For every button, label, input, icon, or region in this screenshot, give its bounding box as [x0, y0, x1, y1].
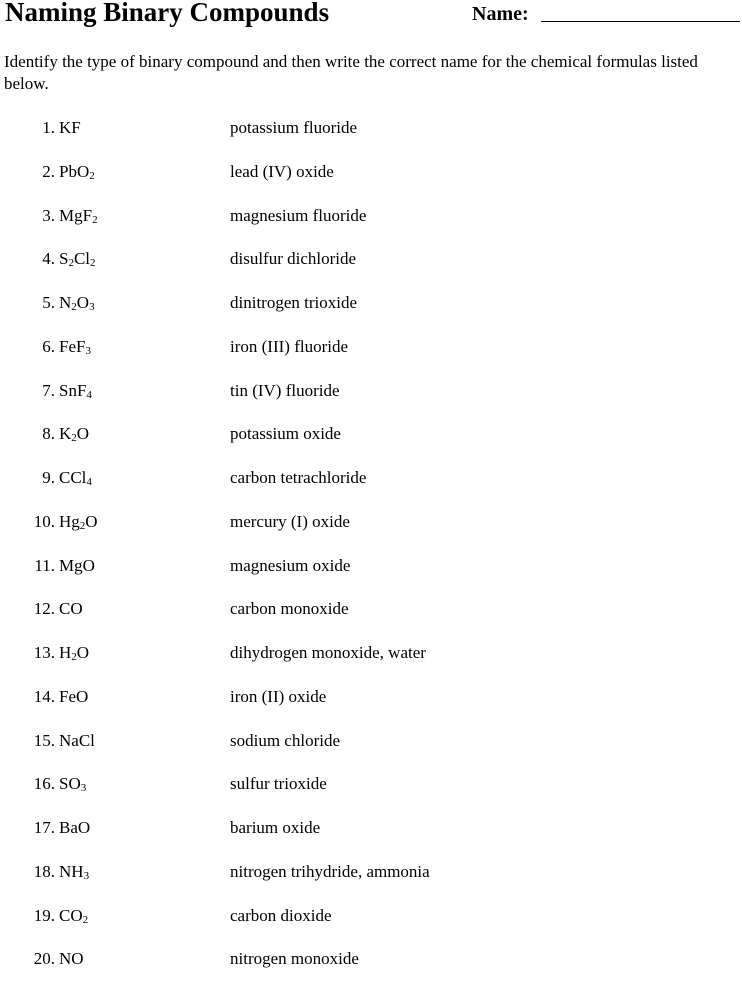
formula-subscript: 2 — [90, 257, 96, 270]
chemical-formula — [59, 598, 83, 620]
formula-subscript: 2 — [89, 169, 95, 182]
formula-symbol: KF — [59, 118, 81, 137]
formula-symbol: CO — [59, 905, 83, 925]
compound-name-answer: barium oxide — [230, 818, 321, 837]
formula-subscript: 2 — [71, 301, 77, 313]
formula-subscript: 3 — [89, 301, 95, 313]
compound-name-answer: iron (III) fluoride — [230, 336, 349, 356]
compound-name-answer: dinitrogen trioxide — [230, 293, 358, 312]
item-number: 4. — [42, 249, 55, 269]
chemical-formula — [59, 511, 98, 533]
list-item — [0, 161, 742, 205]
formula-subscript: 3 — [83, 869, 90, 882]
compound-list — [0, 117, 742, 992]
item-number: 18. — [33, 861, 55, 881]
chemical-formula — [59, 905, 88, 927]
compound-name-answer: tin (IV) fluoride — [230, 380, 340, 400]
formula-symbol: NO — [59, 949, 84, 969]
chemical-formula — [59, 642, 89, 664]
compound-name-answer: potassium oxide — [230, 424, 341, 444]
compound-name-answer: nitrogen trihydride, ammonia — [230, 861, 430, 881]
chemical-formula — [59, 861, 89, 883]
list-item — [0, 730, 742, 774]
chemical-formula — [59, 467, 92, 489]
list-item — [0, 598, 742, 642]
formula-subscript: 3 — [85, 344, 91, 357]
item-number: 3. — [42, 205, 55, 225]
formula-symbol: MgO — [59, 555, 95, 575]
formula-subscript: 4 — [86, 388, 92, 401]
formula-symbol: SO — [59, 774, 81, 794]
list-item — [0, 773, 742, 817]
chemical-formula — [59, 773, 86, 795]
formula-subscript: 2 — [71, 432, 77, 445]
formula-symbol: O — [85, 511, 98, 531]
formula-subscript: 2 — [68, 257, 74, 270]
item-number: 19. — [33, 905, 55, 925]
chemical-formula — [59, 205, 98, 227]
formula-symbol: CO — [59, 599, 83, 619]
formula-symbol: O — [76, 424, 90, 444]
list-item — [0, 817, 742, 861]
compound-name-answer: carbon monoxide — [230, 599, 349, 619]
name-blank-line — [541, 21, 740, 22]
formula-symbol: BaO — [59, 818, 91, 837]
chemical-formula — [59, 817, 90, 839]
instructions: Identify the type of binary compound and then write the correct name for the chemical formulas listed below. — [4, 52, 698, 93]
compound-name-answer: carbon dioxide — [230, 905, 332, 925]
item-number: 13. — [33, 643, 55, 662]
list-item — [0, 380, 742, 424]
compound-name-answer: nitrogen monoxide — [230, 949, 359, 969]
chemical-formula — [59, 117, 81, 139]
chemical-formula — [59, 423, 89, 445]
item-number: 12. — [33, 599, 55, 619]
list-item — [0, 555, 742, 599]
item-number: 14. — [33, 686, 55, 706]
item-number: 6. — [42, 336, 55, 356]
list-item — [0, 686, 742, 730]
chemical-formula — [59, 380, 92, 402]
chemical-formula — [59, 248, 96, 270]
formula-subscript: 2 — [82, 913, 89, 926]
chemical-formula — [59, 161, 95, 183]
formula-symbol: CCl — [59, 468, 87, 487]
formula-symbol: MgF — [59, 205, 93, 225]
compound-name-answer: potassium fluoride — [230, 118, 358, 137]
formula-symbol: H — [59, 643, 72, 662]
compound-name-answer: mercury (I) oxide — [230, 511, 350, 531]
list-item — [0, 336, 742, 380]
list-item — [0, 467, 742, 511]
formula-symbol: SnF — [59, 380, 87, 400]
compound-name-answer: magnesium fluoride — [230, 205, 367, 225]
list-item — [0, 948, 742, 992]
formula-symbol: Cl — [73, 249, 91, 269]
item-number: 2. — [42, 161, 55, 181]
list-item — [0, 423, 742, 467]
list-item — [0, 292, 742, 336]
formula-symbol: PbO — [59, 161, 90, 181]
compound-name-answer: carbon tetrachloride — [230, 468, 367, 487]
item-number: 20. — [33, 949, 55, 969]
compound-name-answer: sulfur trioxide — [230, 774, 327, 794]
chemical-formula — [59, 336, 91, 358]
formula-symbol: FeO — [59, 686, 89, 706]
chemical-formula — [59, 292, 95, 314]
list-item — [0, 205, 742, 249]
list-item — [0, 642, 742, 686]
formula-symbol: NaCl — [59, 730, 95, 750]
formula-symbol: O — [76, 643, 90, 662]
formula-subscript: 4 — [86, 476, 92, 488]
item-number: 1. — [42, 118, 55, 137]
list-item — [0, 861, 742, 905]
chemical-formula — [59, 555, 95, 577]
name-label: Name: — [472, 3, 529, 25]
formula-symbol: O — [76, 293, 90, 312]
compound-name-answer: iron (II) oxide — [230, 686, 327, 706]
item-number: 5. — [42, 293, 55, 312]
item-number: 8. — [42, 424, 55, 444]
item-number: 11. — [34, 555, 55, 575]
worksheet-header — [0, 0, 742, 32]
page-title: Naming Binary Compounds — [5, 0, 330, 27]
chemical-formula — [59, 686, 88, 708]
item-number: 10. — [33, 511, 55, 531]
formula-symbol: S — [59, 249, 69, 269]
item-number: 9. — [42, 468, 55, 487]
list-item — [0, 511, 742, 555]
formula-subscript: 3 — [80, 782, 87, 795]
formula-symbol: FeF — [59, 336, 86, 356]
item-number: 17. — [33, 818, 55, 837]
formula-symbol: N — [59, 293, 72, 312]
compound-name-answer: sodium chloride — [230, 730, 341, 750]
compound-name-answer: disulfur dichloride — [230, 249, 357, 269]
compound-name-answer: lead (IV) oxide — [230, 161, 334, 181]
formula-symbol: Hg — [59, 511, 80, 531]
item-number: 7. — [42, 380, 55, 400]
item-number: 15. — [33, 730, 55, 750]
formula-symbol: K — [59, 424, 72, 444]
formula-symbol: NH — [59, 861, 84, 881]
chemical-formula — [59, 948, 84, 970]
list-item — [0, 905, 742, 949]
formula-subscript: 2 — [79, 519, 86, 532]
compound-name-answer: magnesium oxide — [230, 555, 351, 575]
formula-subscript: 2 — [71, 651, 77, 663]
formula-subscript: 2 — [92, 213, 98, 226]
compound-name-answer: dihydrogen monoxide, water — [230, 643, 426, 662]
list-item — [0, 117, 742, 161]
item-number: 16. — [33, 774, 55, 794]
list-item — [0, 248, 742, 292]
chemical-formula — [59, 730, 95, 752]
